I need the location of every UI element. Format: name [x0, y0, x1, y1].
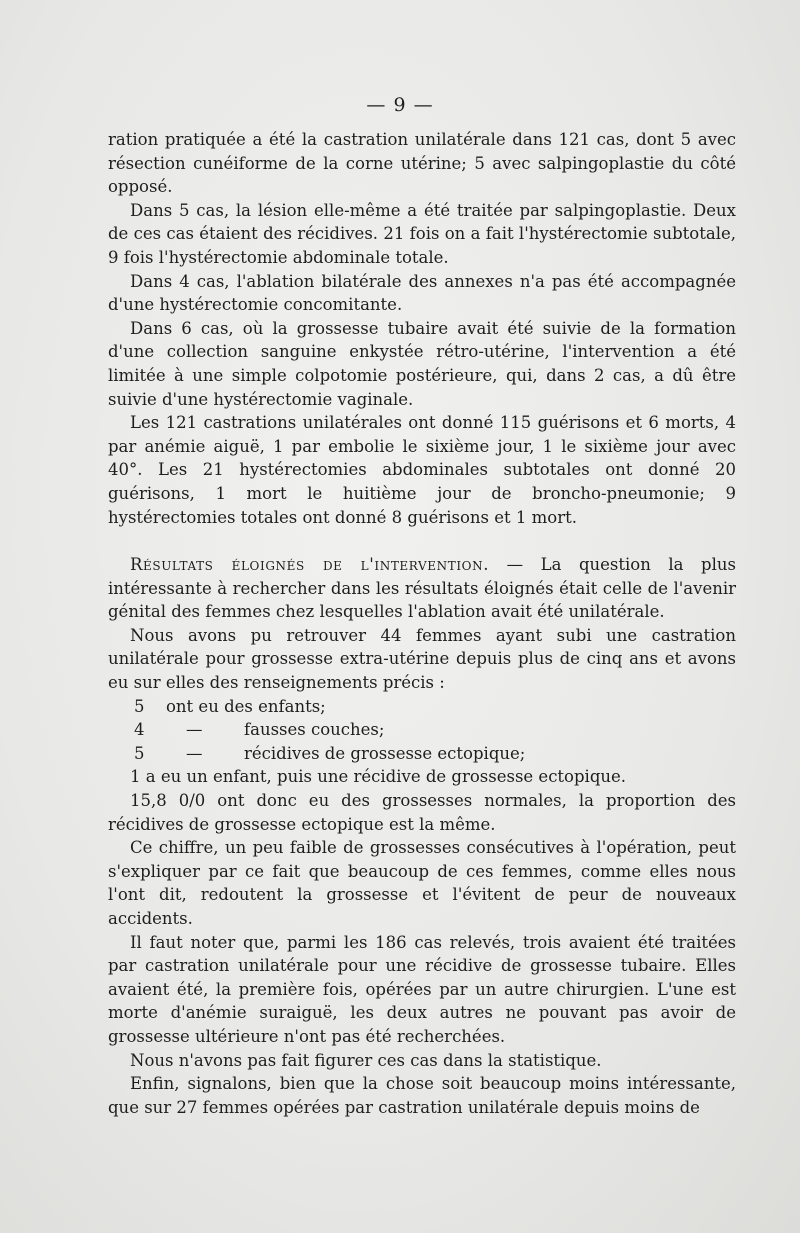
paragraph-resultats-eloignes — [108, 553, 736, 624]
paragraph-proportion: 15,8 0/0 ont donc eu des grossesses normales, la proportion des récidives de grossesse ectopique est la même. — [108, 791, 736, 834]
section-heading-text: — La question la plus intéressante à rechercher dans les résultats éloignés était celle de l'avenir génital des femmes chez lesquelles l'ablation avait été unilatérale. — [108, 555, 736, 622]
paragraph-statistique: Nous n'avons pas fait figurer ces cas dans la statistique. — [130, 1050, 602, 1070]
list-item-text: fausses couches; — [244, 720, 385, 740]
paragraph-186-cas: Il faut noter que, parmi les 186 cas relevés, trois avaient été traitées par castration unilatérale pour une récidive de grossesse tubaire. Elles avaient été, la première fois, opérées par un autre chirurgien. L'une est morte d'anémie suraiguë, les deux autres ne pouvant pas avoir de grossesse ultérieure n'ont pas été recherchées. — [108, 932, 736, 1046]
paragraph-ablation-bilaterale: Dans 4 cas, l'ablation bilatérale des annexes n'a pas été accompagnée d'une hystérectomie concomitante. — [108, 271, 736, 315]
list-item-text: ont eu des enfants; — [166, 696, 326, 716]
page-number: — 9 — — [366, 94, 434, 116]
list-item-text: récidives de grossesse ectopique; — [244, 743, 526, 763]
paragraph-castrations-results: Les 121 castrations unilatérales ont donné 115 guérisons et 6 morts, 4 par anémie aiguë, 1 par embolie le sixième jour, 1 le sixième jour avec 40°. Les 21 hystérectomies abdominales subtotales ont donné 20 guérisons, 1 mort le huitième jour de broncho-pneumonie; 9 hystérectomies totales ont donné 8 guérisons et 1 mort. — [108, 413, 736, 527]
list-item — [108, 695, 736, 719]
list-item — [108, 718, 736, 742]
list-item — [108, 742, 736, 766]
list-item-number: 4 — [134, 720, 145, 740]
section-heading: Résultats éloignés de l'intervention. — [130, 555, 490, 575]
list-item-dash: — — [186, 743, 203, 763]
paragraph-un-enfant: 1 a eu un enfant, puis une récidive de grossesse ectopique. — [130, 767, 627, 787]
paragraph-chiffre: Ce chiffre, un peu faible de grossesses consécutives à l'opération, peut s'expliquer par ce fait que beaucoup de ces femmes, comme elles nous l'ont dit, redoutent la grossesse et l'évitent de peur de nouveaux accidents. — [108, 838, 736, 928]
list-item-number: 5 — [134, 743, 145, 763]
list-item-number: 5 — [134, 696, 145, 716]
paragraph-continuation: ration pratiquée a été la castration unilatérale dans 121 cas, dont 5 avec résection cunéiforme de la corne utérine; 5 avec salpingoplastie du côté opposé. — [108, 130, 736, 197]
body-text — [108, 128, 736, 1119]
paragraph-enfin: Enfin, signalons, bien que la chose soit beaucoup moins intéressante, que sur 27 femmes opérées par castration unilatérale depuis moins de — [108, 1074, 736, 1117]
paragraph-44-femmes: Nous avons pu retrouver 44 femmes ayant subi une castration unilatérale pour grossesse extra-utérine depuis plus de cinq ans et avons eu sur elles des renseignements précis : — [108, 625, 736, 693]
paragraph-salpingoplastie: Dans 5 cas, la lésion elle-même a été traitée par salpingoplastie. Deux de ces cas étaient des récidives. 21 fois on a fait l'hystérectomie subtotale, 9 fois l'hystérectomie abdominale totale. — [108, 200, 736, 267]
list-item-dash: — — [186, 720, 203, 740]
paragraph-colpotomie: Dans 6 cas, où la grossesse tubaire avait été suivie de la formation d'une collection sanguine enkystée rétro-utérine, l'intervention a été limitée à une simple colpotomie postérieure, qui, dans 2 cas, a dû être suivie d'une hystérectomie vaginale. — [108, 318, 736, 409]
